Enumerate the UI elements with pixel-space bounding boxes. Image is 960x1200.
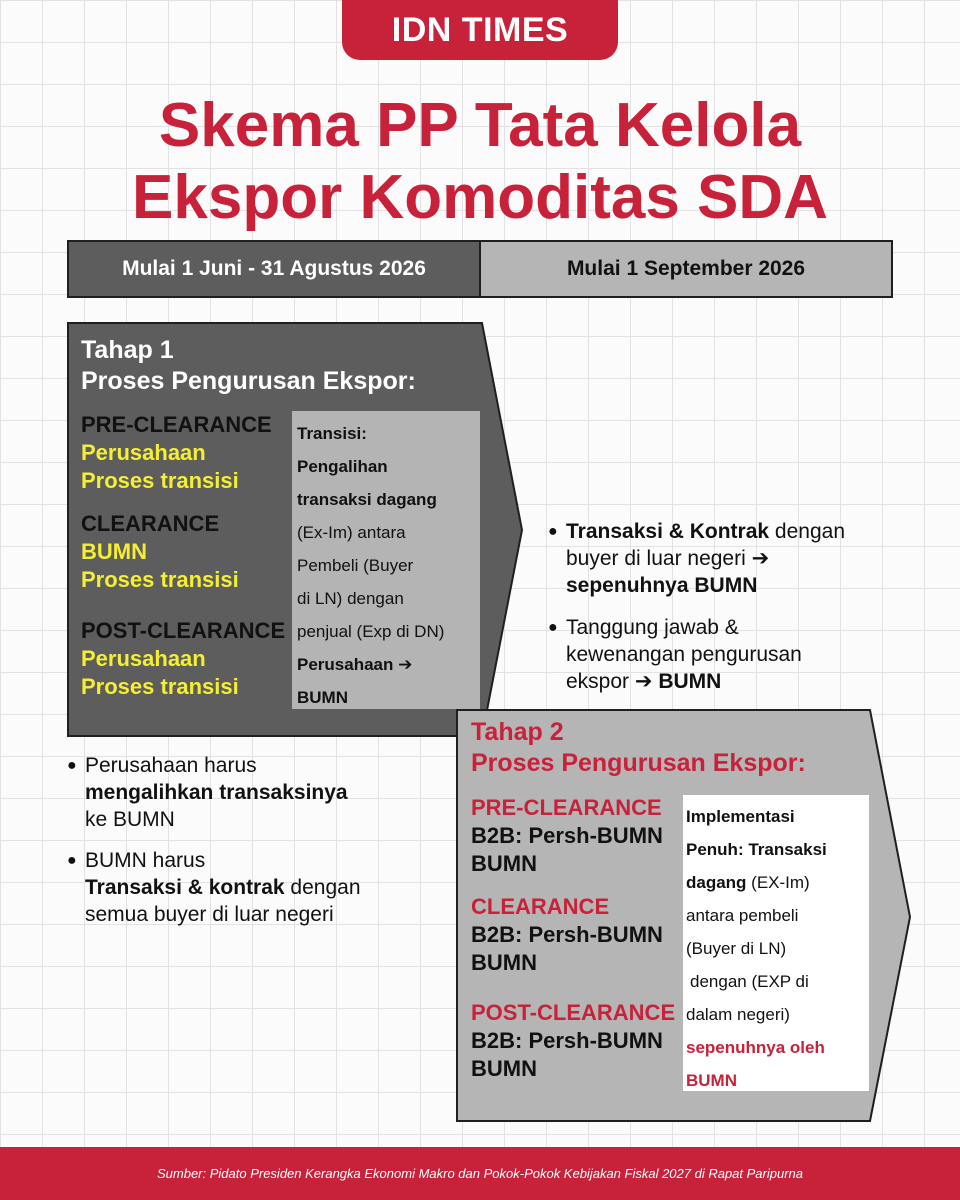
stage-2-pre-actor: BUMN <box>471 851 537 876</box>
box1-line: Transisi: <box>297 424 367 443</box>
stage-2-implementation-box <box>683 795 869 1091</box>
arrow-right-icon: ➔ <box>398 655 413 674</box>
box2-line: Penuh: Transaksi <box>686 840 827 859</box>
stage-2-clearance: CLEARANCE <box>471 894 610 919</box>
period-phase-1: Mulai 1 Juni - 31 Agustus 2026 <box>69 242 481 296</box>
right-bullet-2 <box>548 614 802 695</box>
stage-1-post-actor: Perusahaan <box>81 646 206 671</box>
box1-line: penjual (Exp di DN) <box>297 622 445 641</box>
arrow-right-icon: ➔ <box>634 670 653 693</box>
stage-1-post-status: Proses transisi <box>81 674 239 699</box>
stage-2-subtitle: Proses Pengurusan Ekspor: <box>471 749 806 777</box>
stage-1-clearance-status: Proses transisi <box>81 567 239 592</box>
title-line-2: Ekspor Komoditas SDA <box>132 163 828 232</box>
arrow-right-icon: ➔ <box>751 547 770 570</box>
bullet-text: BUMN <box>658 670 722 693</box>
stage-2-post-b2b: B2B: Persh-BUMN <box>471 1028 663 1053</box>
stage-1-clearance: CLEARANCE <box>81 511 220 536</box>
idn-times-logo: IDN TIMES <box>342 0 618 60</box>
box2-line: dagang <box>686 873 747 892</box>
bullet-text: kewenangan pengurusan <box>566 643 802 666</box>
box2-line: BUMN <box>686 1071 737 1090</box>
bullet-text: sepenuhnya BUMN <box>566 574 758 597</box>
box2-line: antara pembeli <box>686 906 799 925</box>
bullet-dot-icon: ● <box>548 523 558 540</box>
left-bullet-1 <box>67 752 348 833</box>
box1-line: di LN) dengan <box>297 589 404 608</box>
box2-line: Implementasi <box>686 807 795 826</box>
bullet-text: BUMN harus <box>85 849 206 872</box>
bullet-text: dengan <box>769 520 846 543</box>
box2-line: dalam negeri) <box>686 1005 790 1024</box>
box1-line: Pengalihan <box>297 457 388 476</box>
box2-line: dengan (EXP di <box>690 972 809 991</box>
stage-2-pre-b2b: B2B: Persh-BUMN <box>471 823 663 848</box>
bullet-dot-icon: ● <box>548 619 558 636</box>
bullet-text: ekspor <box>566 670 630 693</box>
bullet-text: Perusahaan harus <box>85 754 257 777</box>
stage-2-clearance-actor: BUMN <box>471 950 537 975</box>
stage-1-pre-actor: Perusahaan <box>81 440 206 465</box>
box2-line: (EX-Im) <box>746 873 810 892</box>
stage-1-title: Tahap 1 <box>81 336 174 364</box>
bullet-dot-icon: ● <box>67 757 77 774</box>
bullet-text: buyer di luar negeri <box>566 547 746 570</box>
box1-line: BUMN <box>297 688 348 707</box>
box2-line: sepenuhnya oleh <box>686 1038 825 1057</box>
box1-line: Perusahaan <box>297 655 394 674</box>
right-bullet-1 <box>548 518 846 599</box>
stage-1-pre-clearance: PRE-CLEARANCE <box>81 412 272 437</box>
stage-1-clearance-actor: BUMN <box>81 539 147 564</box>
stage-2-pre-clearance: PRE-CLEARANCE <box>471 795 662 820</box>
stage-1-post-clearance: POST-CLEARANCE <box>81 618 286 643</box>
stage-1-pre-status: Proses transisi <box>81 468 239 493</box>
left-bullet-2 <box>67 847 361 928</box>
title-line-1: Skema PP Tata Kelola <box>158 91 802 160</box>
bullet-text: mengalihkan transaksinya <box>85 781 348 804</box>
box1-line: Pembeli (Buyer <box>297 556 414 575</box>
stage-1-transition-box <box>292 411 480 709</box>
stage-1-subtitle: Proses Pengurusan Ekspor: <box>81 367 416 395</box>
bullet-text: Transaksi & Kontrak <box>566 520 770 543</box>
bullet-text: Tanggung jawab & <box>566 616 739 639</box>
source-footer: Sumber: Pidato Presiden Kerangka Ekonomi Makro dan Pokok-Pokok Kebijakan Fiskal 2027 di Rapat Paripurna <box>0 1147 960 1200</box>
period-phase-2: Mulai 1 September 2026 <box>481 242 891 296</box>
bullet-text: Transaksi & kontrak <box>85 876 285 899</box>
box1-line: (Ex-Im) antara <box>297 523 406 542</box>
bullet-text: dengan <box>284 876 361 899</box>
stage-2-post-actor: BUMN <box>471 1056 537 1081</box>
box2-line: (Buyer di LN) <box>686 939 787 958</box>
stage-2-clearance-b2b: B2B: Persh-BUMN <box>471 922 663 947</box>
stage-2-post-clearance: POST-CLEARANCE <box>471 1000 676 1025</box>
stage-2-title: Tahap 2 <box>471 718 564 746</box>
bullet-text: semua buyer di luar negeri <box>85 903 334 926</box>
bullet-dot-icon: ● <box>67 852 77 869</box>
box1-line: transaksi dagang <box>297 490 437 509</box>
bullet-text: ke BUMN <box>85 808 175 831</box>
